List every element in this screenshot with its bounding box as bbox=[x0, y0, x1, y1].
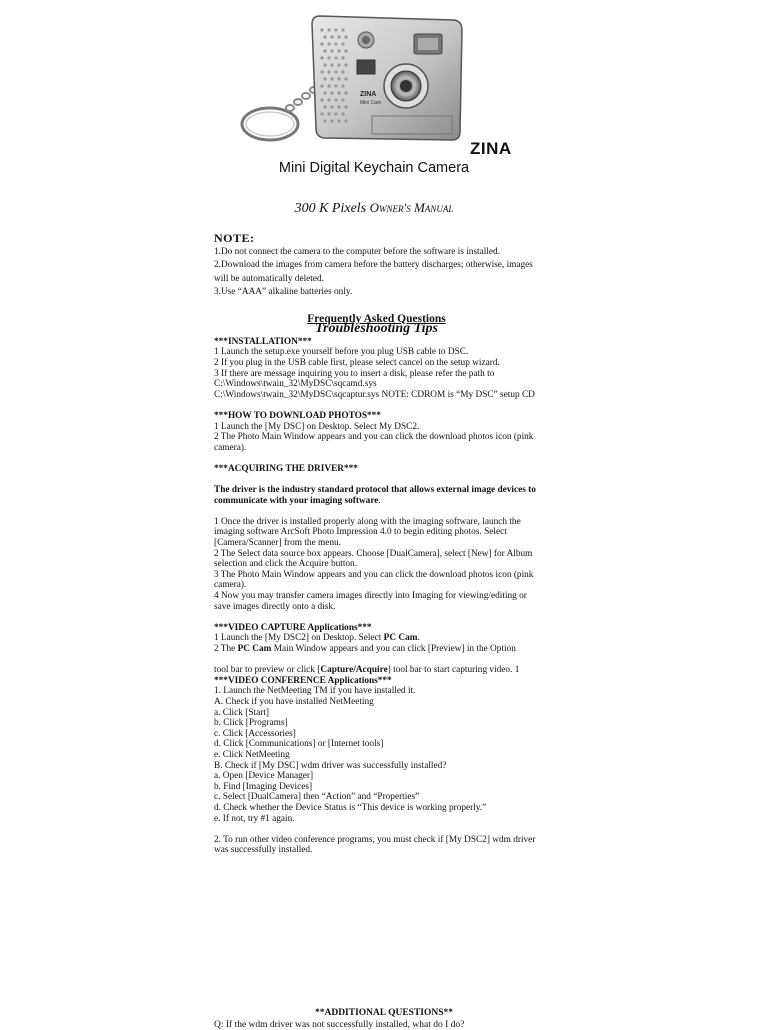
manual-subtitle: 300 K Pixels Owner's Manual bbox=[294, 200, 454, 216]
note-item: 2.Download the images from camera before the battery discharges; otherwise, images will be automatically deleted. bbox=[214, 260, 533, 284]
driver-line: 4 Now you may transfer camera images directly into Imaging for viewing/editing or save images directly onto a disk. bbox=[214, 591, 527, 612]
installation-heading: ***INSTALLATION*** bbox=[214, 336, 312, 347]
camera-label-model: Mini Cam bbox=[360, 100, 382, 106]
driver-heading: ***ACQUIRING THE DRIVER*** bbox=[214, 463, 358, 474]
video-conference-line: e. Click NetMeeting bbox=[214, 749, 290, 760]
page-title: Mini Digital Keychain Camera bbox=[278, 160, 470, 176]
brand-logo: ZINA bbox=[470, 139, 512, 158]
additional-question-line: Q: If the wdm driver was not successfully installed, what do I do? bbox=[214, 1020, 465, 1030]
video-conference-line: A. Check if you have installed NetMeeting bbox=[214, 696, 374, 707]
video-conference-line-2: 2. To run other video conference programs, you must check if [My DSC2] wdm driver was successfully installed. bbox=[214, 834, 536, 856]
video-conference-line: c. Click [Accessories] bbox=[214, 728, 296, 739]
note-item: 1.Do not connect the camera to the computer before the software is installed. bbox=[214, 246, 501, 257]
download-heading: ***HOW TO DOWNLOAD PHOTOS*** bbox=[214, 410, 381, 421]
tips-heading: Troubleshooting Tips bbox=[314, 321, 439, 337]
video-conference-line: c. Select [DualCamera] then “Action” and “Properties” bbox=[214, 792, 420, 803]
installation-line: 2 If you plug in the USB cable first, please select cancel on the setup wizard. bbox=[214, 357, 500, 368]
video-conference-heading: ***VIDEO CONFERENCE Applications*** bbox=[214, 675, 392, 686]
video-capture-line: 1 Launch the [My DSC2] on Desktop. Select PC Cam. bbox=[214, 633, 420, 644]
manual-content bbox=[214, 233, 539, 856]
note-item: 3.Use “AAA” alkaline batteries only. bbox=[214, 287, 353, 298]
driver-line: 2 The Select data source box appears. Choose [DualCamera], select [New] for Album selection and click the Acquire button. bbox=[214, 548, 533, 570]
video-conference-line: B. Check if [My DSC] wdm driver was successfully installed? bbox=[214, 760, 447, 771]
video-capture-heading: ***VIDEO CAPTURE Applications*** bbox=[214, 622, 372, 633]
video-conference-line: 1. Launch the NetMeeting TM if you have installed it. bbox=[214, 686, 416, 697]
driver-line: 1 Once the driver is installed properly along with the imaging software, launch the imaging software ArcSoft Photo Impression 4.0 to begin editing photos. Select [Camera/Scanner] from the menu. bbox=[214, 516, 521, 549]
video-conference-line: a. Open [Device Manager] bbox=[214, 771, 314, 782]
video-capture-line: tool bar to preview or click [Capture/Acquire] tool bar to start capturing video. 1 bbox=[214, 665, 520, 676]
video-conference-line: a. Click [Start] bbox=[214, 707, 269, 718]
video-conference-line: e. If not, try #1 again. bbox=[214, 813, 295, 824]
faq-heading: Frequently Asked Questions bbox=[307, 312, 446, 325]
video-conference-line: d. Check whether the Device Status is “This device is working properly.” bbox=[214, 802, 487, 813]
note-list bbox=[214, 246, 539, 300]
video-conference-line: b. Click [Programs] bbox=[214, 718, 288, 729]
download-line: 1 Launch the [My DSC] on Desktop. Select My DSC2. bbox=[214, 421, 420, 432]
additional-questions-heading: **ADDITIONAL QUESTIONS** bbox=[314, 1008, 454, 1018]
video-conference-line: b. Find [Imaging Devices] bbox=[214, 781, 313, 792]
camera-keychain-illustration bbox=[232, 10, 468, 156]
camera-label-brand: ZINA bbox=[360, 91, 377, 98]
note-heading: NOTE: bbox=[214, 231, 255, 245]
video-conference-line: d. Click [Communications] or [Internet tools] bbox=[214, 739, 384, 750]
driver-line: 3 The Photo Main Window appears and you can click the download photos icon (pink camera). bbox=[214, 569, 534, 591]
download-line: 2 The Photo Main Window appears and you can click the download photos icon (pink camera). bbox=[214, 432, 534, 453]
installation-line: 3 If there are message inquiring you to insert a disk, please refer the path to C:\Windows\twain_32\MyDSC\sqcamd.sys bbox=[214, 368, 495, 390]
video-capture-line: 2 The PC Cam Main Window appears and you can click [Preview] in the Option bbox=[214, 644, 516, 654]
driver-description: The driver is the industry standard protocol that allows external image devices to communicate with your imaging software. bbox=[214, 485, 536, 506]
installation-line: C:\Windows\twain_32\MyDSC\sqcaptur.sys NOTE: CDROM is “My DSC” setup CD bbox=[214, 389, 535, 400]
installation-line: 1 Launch the setup.exe yourself before you plug USB cable to DSC. bbox=[214, 347, 469, 358]
